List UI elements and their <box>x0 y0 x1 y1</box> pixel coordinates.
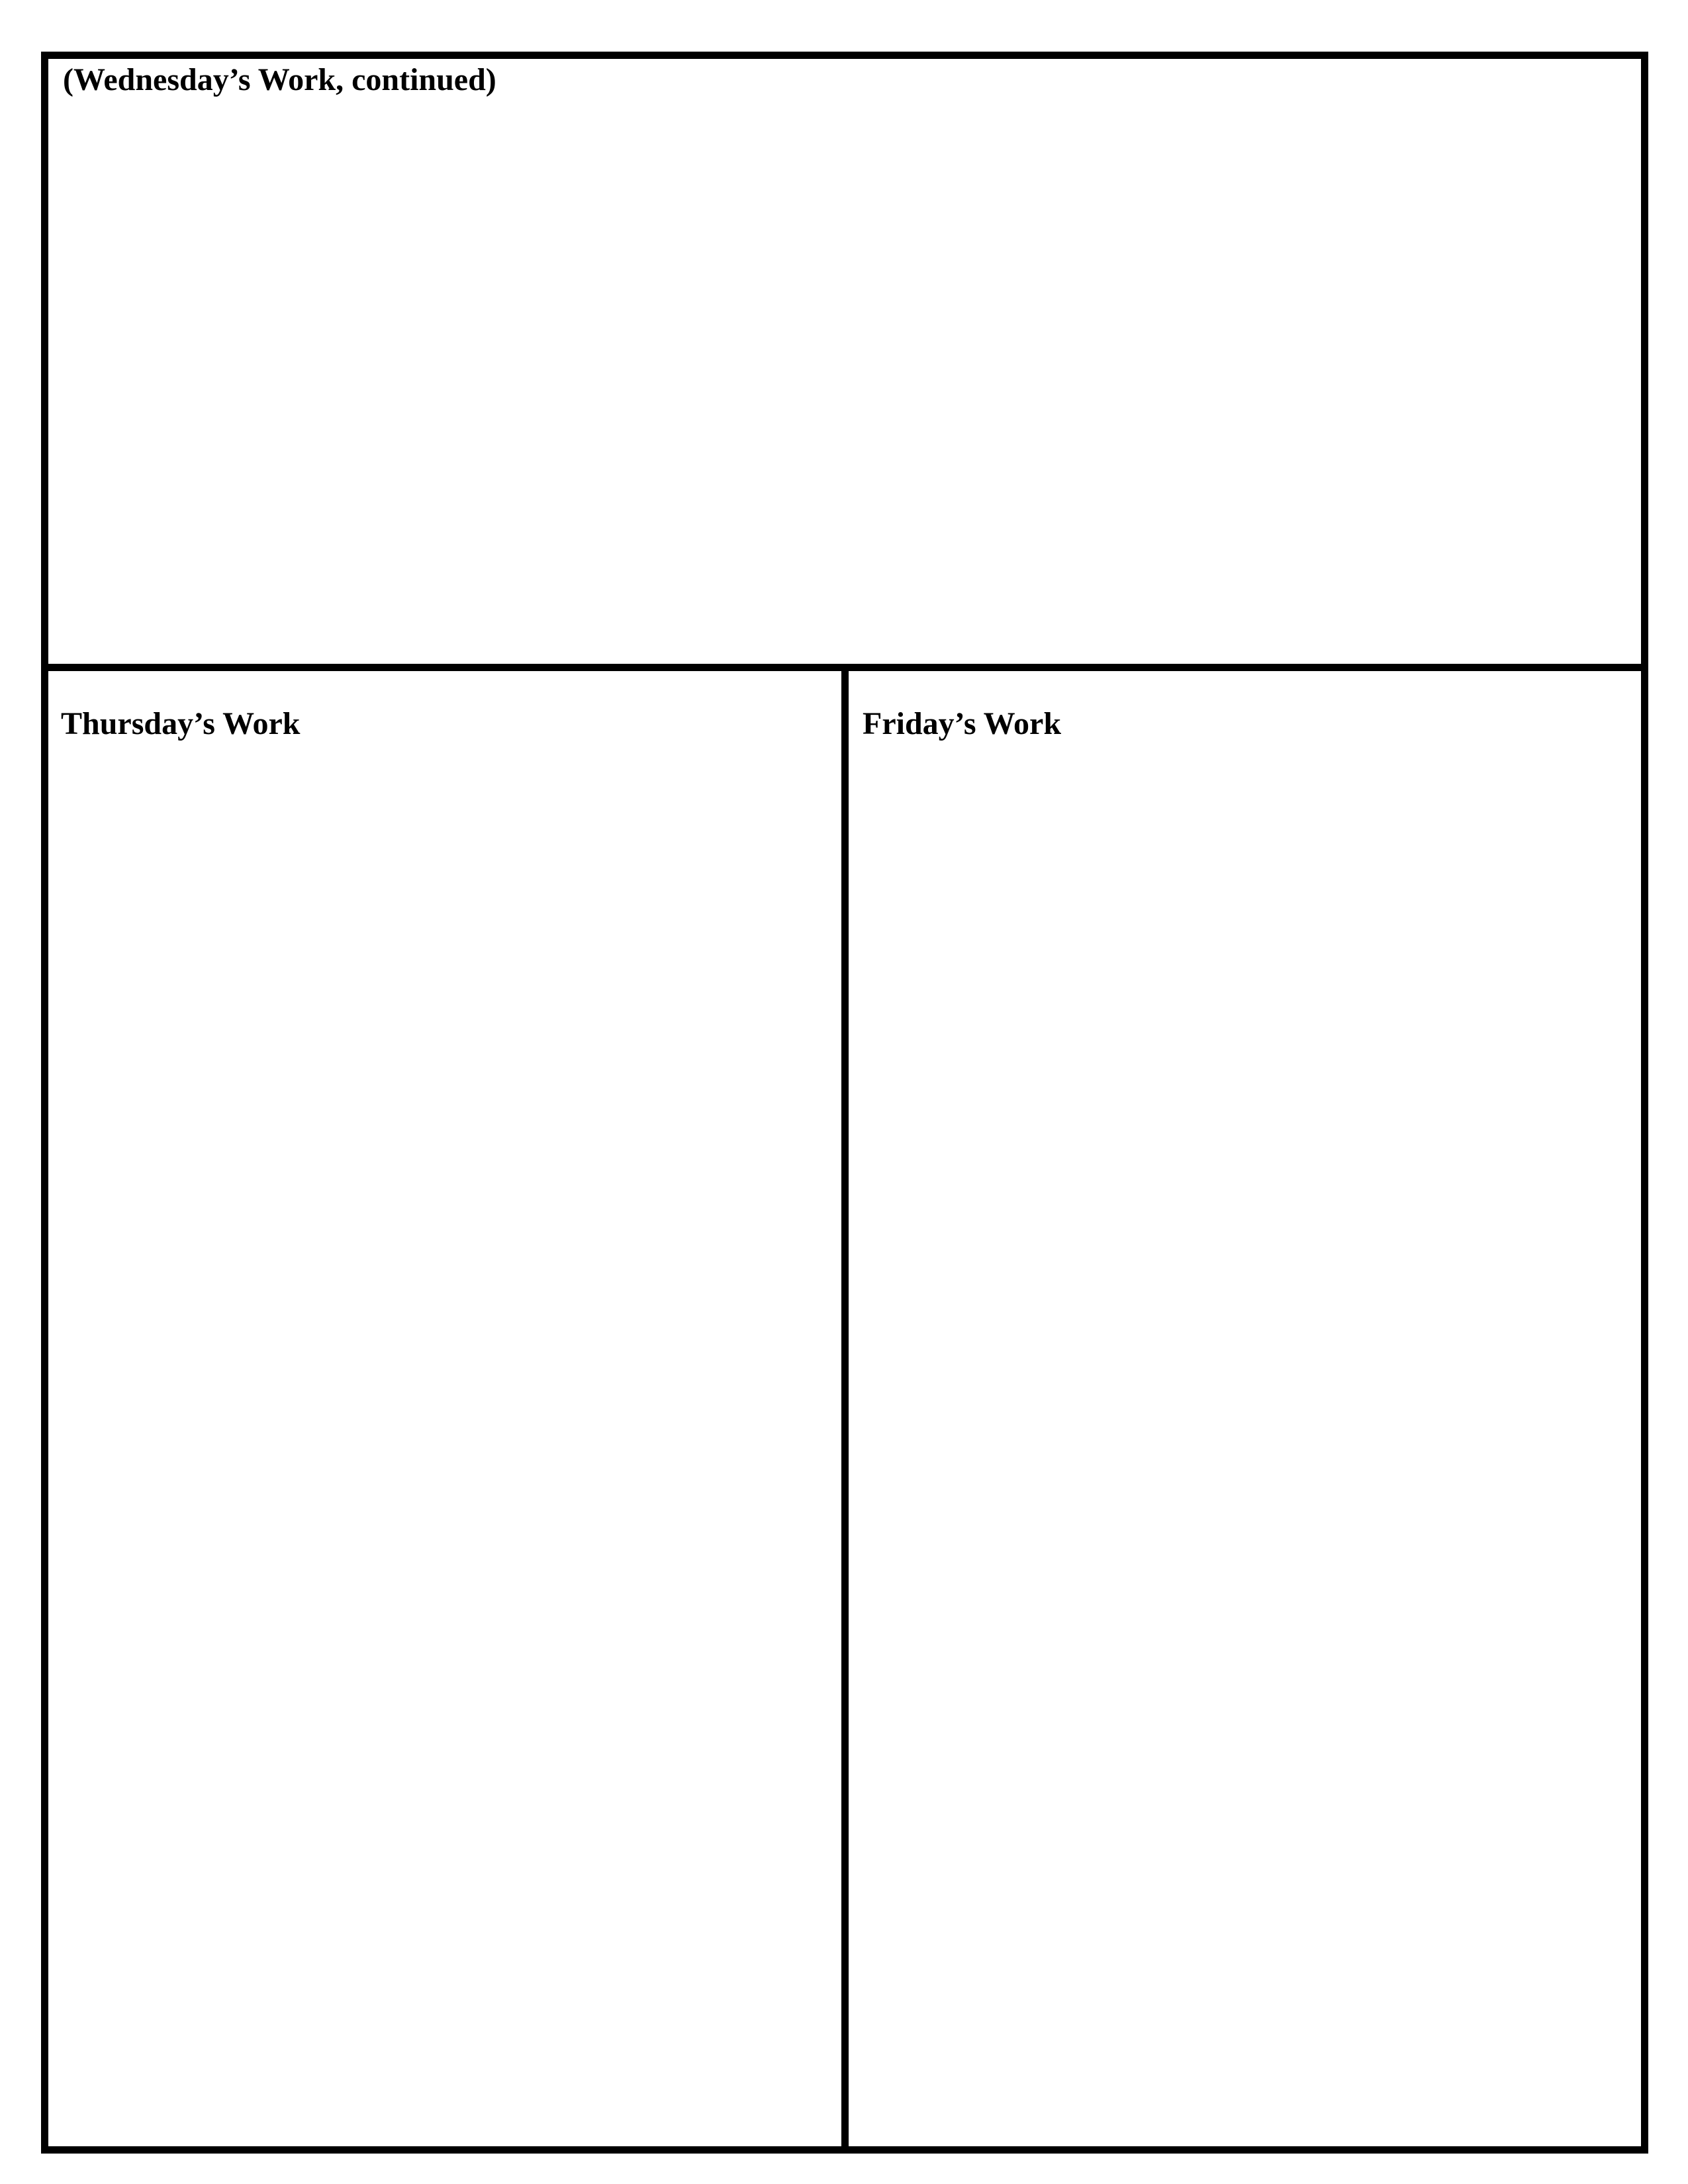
wednesday-work-panel <box>48 59 1641 671</box>
thursday-work-heading: Thursday’s Work <box>61 706 301 741</box>
thursday-work-panel <box>48 671 849 2146</box>
friday-work-panel <box>849 671 1641 2146</box>
worksheet-frame <box>41 52 1648 2154</box>
friday-work-heading: Friday’s Work <box>863 706 1062 741</box>
wednesday-work-heading: (Wednesday’s Work, continued) <box>63 62 496 97</box>
